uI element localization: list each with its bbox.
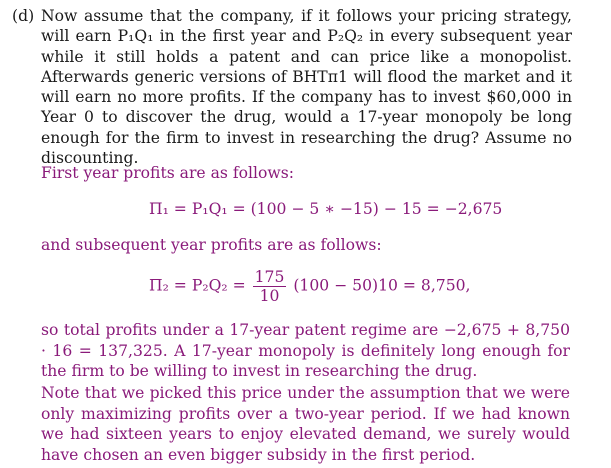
fraction-numerator: 175 bbox=[254, 268, 285, 286]
equation-first-year-profit: Π₁ = P₁Q₁ = (100 − 5 ∗ −15) − 15 = −2,675 bbox=[149, 200, 503, 218]
question-text: Now assume that the company, if it follows your pricing strategy, will earn P₁Q₁ in the first year and P₂Q₂ in every subsequent year while it still holds a patent and can price like a monopolist. Afterwards generic versions of BHTπ1 will flood the market and it will earn no more profits. If the company has to invest $60,000 in Year 0 to discover the drug, would a 17-year monopoly be long enough for the firm to invest in researching the drug? Assume no discounting. bbox=[41, 7, 572, 168]
fraction bbox=[253, 268, 287, 305]
equation-subsequent-profit bbox=[149, 268, 471, 305]
question-label: (d) bbox=[12, 7, 35, 25]
answer-conclusion: so total profits under a 17-year patent regime are −2,675 + 8,750 · 16 = 137,325. A 17-year monopoly is definitely long enough for the firm to be willing to invest in researching the drug. bbox=[41, 321, 570, 381]
question-part-d bbox=[12, 6, 572, 168]
answer-note: Note that we picked this price under the assumption that we were only maximizing profits over a two-year period. If we had known we had sixteen years to enjoy elevated demand, we surely would have chosen an even bigger subsidy in the first period. bbox=[41, 384, 570, 464]
answer-intro-subsequent-years: and subsequent year profits are as follows: bbox=[41, 236, 382, 254]
answer-intro-first-year: First year profits are as follows: bbox=[41, 164, 295, 182]
fraction-denominator: 10 bbox=[259, 287, 280, 305]
equation-right: (100 − 50)10 = 8,750, bbox=[293, 276, 471, 295]
equation-left: Π₂ = P₂Q₂ = bbox=[149, 276, 246, 295]
